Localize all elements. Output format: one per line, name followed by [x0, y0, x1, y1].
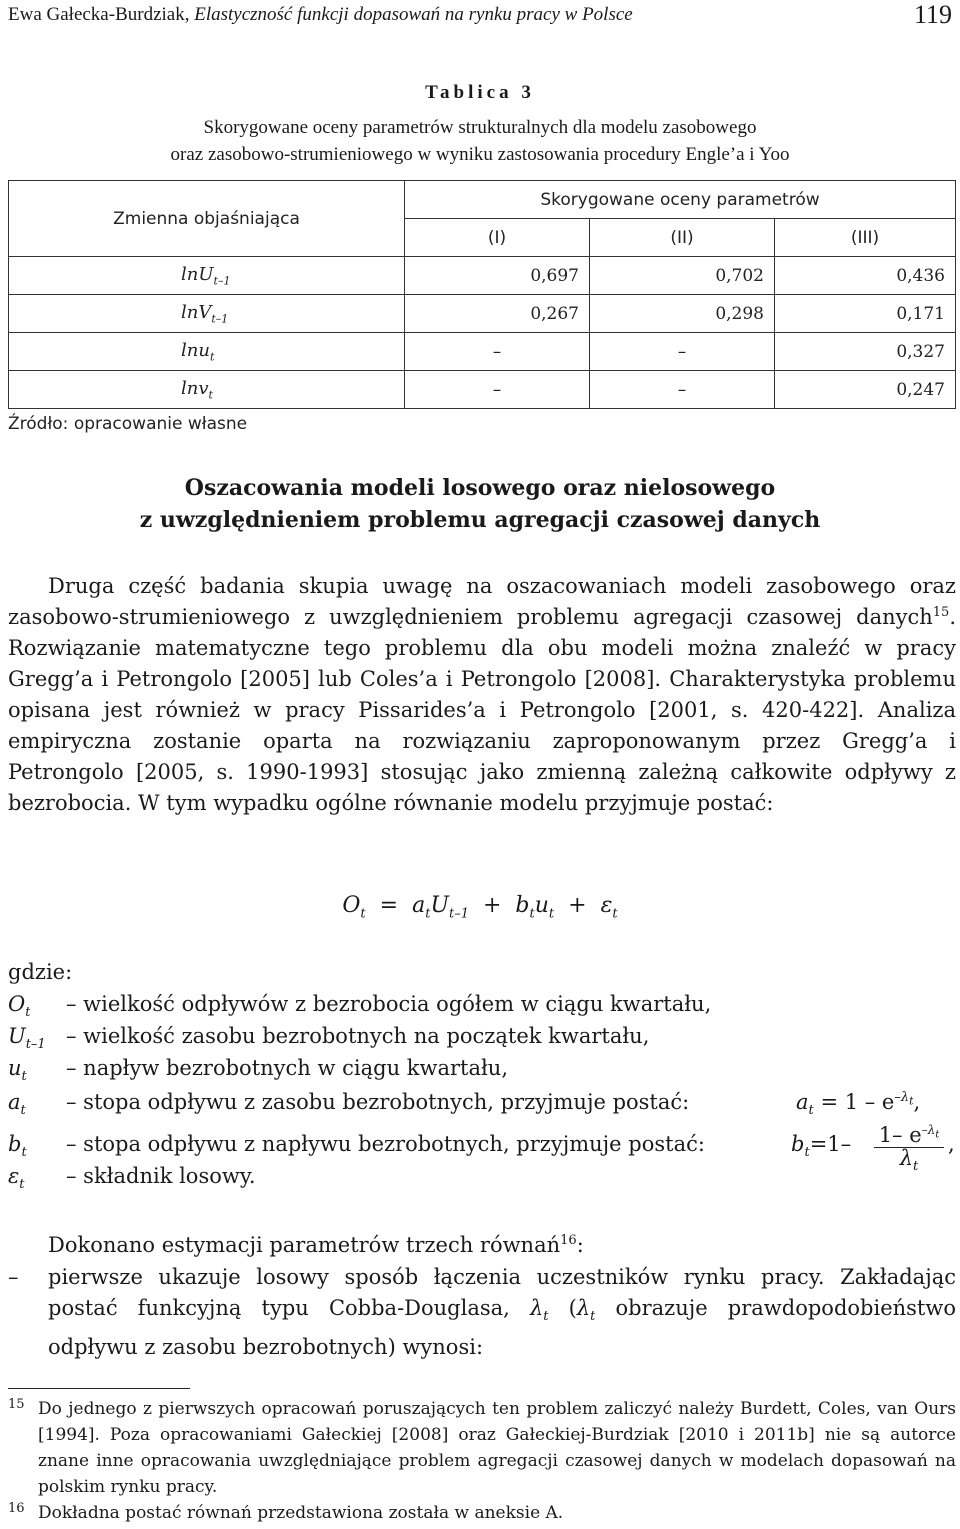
formula-b-comma: , — [948, 1132, 955, 1156]
definition-row: $O_t$ – wielkość odpływów z bezrobocia ogółem w ciągu kwartału, — [8, 992, 712, 1021]
model-equation: $O_t = a_tU_{t-1} + b_tu_t + \varepsilon_t$ — [342, 893, 618, 922]
formula-a: $a_t = 1 - e^{-\lambda_t}$, — [796, 1090, 921, 1119]
table-cell: 0,327 — [775, 333, 956, 371]
bullet-dash: – — [8, 1265, 19, 1289]
table-cell: – — [590, 371, 775, 409]
section-heading-line1: Oszacowania modeli losowego oraz nielosowego — [184, 475, 776, 501]
definition-row: $U_{t-1}$ – wielkość zasobu bezrobotnych na początek kwartału, — [8, 1024, 650, 1053]
table-cell: 0,702 — [590, 257, 775, 295]
table-caption-line2: oraz zasobowo-strumieniowego w wyniku zastosowania procedury Engle’a i Yoo — [170, 144, 790, 165]
header-author: Ewa Gałecka-Burdziak, — [8, 4, 190, 25]
running-header — [8, 4, 633, 26]
table-cell: – — [405, 333, 590, 371]
footnote-15: 15 Do jednego z pierwszych opracowań poruszających ten problem zaliczyć należy Burdett, Coles, van Ours [1994]. Poza opracowaniami Gałeckiej [2008] oraz Gałeckiej-Burdziak [2010 i 2011b] nie są autorce znane inne opracowania uwzględniające problem agregacji czasowej danych w modelach dopasowań na polskim rynku pracy. — [8, 1397, 956, 1497]
page-number: 119 — [913, 0, 952, 29]
table-cell: 0,436 — [775, 257, 956, 295]
table-cell: 0,267 — [405, 295, 590, 333]
col-header-3: (III) — [775, 219, 956, 257]
row-variable: lnv$_t$ — [9, 371, 405, 409]
formula-b: $b_t=1-$ — [791, 1132, 852, 1161]
col-header-2: (II) — [590, 219, 775, 257]
definition-row: $u_t$ – napływ bezrobotnych w ciągu kwartału, — [8, 1056, 508, 1085]
table-cell: – — [405, 371, 590, 409]
formula-b-numerator: 1– $e^{-\lambda_t}$ — [874, 1118, 944, 1148]
table-row — [9, 295, 956, 333]
group-header: Skorygowane oceny parametrów — [405, 181, 956, 219]
col0-header: Zmienna objaśniająca — [9, 181, 405, 257]
table-label: Tablica 3 — [425, 82, 535, 103]
table-cell: 0,298 — [590, 295, 775, 333]
section-heading-line2: z uwzględnieniem problemu agregacji czasowej danych — [139, 507, 821, 533]
definition-row: $a_t$ – stopa odpływu z zasobu bezrobotnych, przyjmuje postać: $a_t = 1 - e^{-\lambda_t}$, — [8, 1090, 921, 1119]
table-cell: 0,247 — [775, 371, 956, 409]
table-row — [9, 333, 956, 371]
table-row — [9, 257, 956, 295]
header-title: Elastyczność funkcji dopasowań na rynku pracy w Polsce — [194, 4, 633, 25]
table-caption-line1: Skorygowane oceny parametrów strukturalnych dla modelu zasobowego — [203, 117, 757, 138]
body-paragraph: Druga część badania skupia uwagę na oszacowaniach modeli zasobowego oraz zasobowo-strumieniowego z uwzględnieniem problemu agregacji czasowej danych$^{15}$. Rozwiązanie matematyczne tego problemu dla obu modeli można znaleźć w pracy Gregg’a i Petrongolo [2005] lub Coles’a i Petrongolo [2008]. Charakterystyka problemu opisana jest również w pracy Pissarides’a i Petrongolo [2001, s. 420-422]. Analiza empiryczna zostanie oparta na rozwiązaniu zaproponowanym przez Gregg’a i Petrongolo [2005, s. 1990-1993] stosując jako zmienną zależną całkowite odpływy z bezrobocia. W tym wypadku ogólne równanie modelu przyjmuje postać: — [8, 574, 956, 815]
footnote-ref-16[interactable]: 16 — [560, 1233, 577, 1248]
footnote-ref-15[interactable]: 15 — [932, 605, 950, 620]
bullet-item: – pierwsze ukazuje losowy sposób łączenia uczestników rynku pracy. Zakładając postać funkcyjną typu Cobba-Douglasa, $\lambda_t$ ($\lambda_t$ obrazuje prawdopodobieństwo odpływu z zasobu bezrobotnych) wynosi: — [8, 1262, 956, 1363]
table-row — [9, 371, 956, 409]
formula-b-denominator: $\lambda_t$ — [899, 1146, 919, 1175]
definition-row: $b_t$ – stopa odpływu z napływu bezrobotnych, przyjmuje postać: $b_t=1-$ 1– $e^{-\lambda_t}$ $\lambda_t$ , — [8, 1132, 956, 1166]
table-cell: – — [590, 333, 775, 371]
col-header-1: (I) — [405, 219, 590, 257]
where-label: gdzie: — [8, 960, 73, 984]
table-source: Źródło: opracowanie własne — [8, 414, 248, 434]
table-cell: 0,697 — [405, 257, 590, 295]
table-header-row — [9, 181, 956, 219]
footnote-16: 16 Dokładna postać równań przedstawiona została w aneksie A. — [8, 1501, 564, 1523]
estimation-intro: Dokonano estymacji parametrów trzech równań$^{16}$: — [48, 1233, 584, 1257]
footnote-rule — [8, 1388, 190, 1389]
row-variable: lnU$_{t-1}$ — [9, 257, 405, 295]
row-variable: lnV$_{t-1}$ — [9, 295, 405, 333]
row-variable: lnu$_t$ — [9, 333, 405, 371]
table-cell: 0,171 — [775, 295, 956, 333]
parameter-table — [8, 180, 956, 409]
definition-row: $\varepsilon_t$ – składnik losowy. — [8, 1164, 256, 1193]
